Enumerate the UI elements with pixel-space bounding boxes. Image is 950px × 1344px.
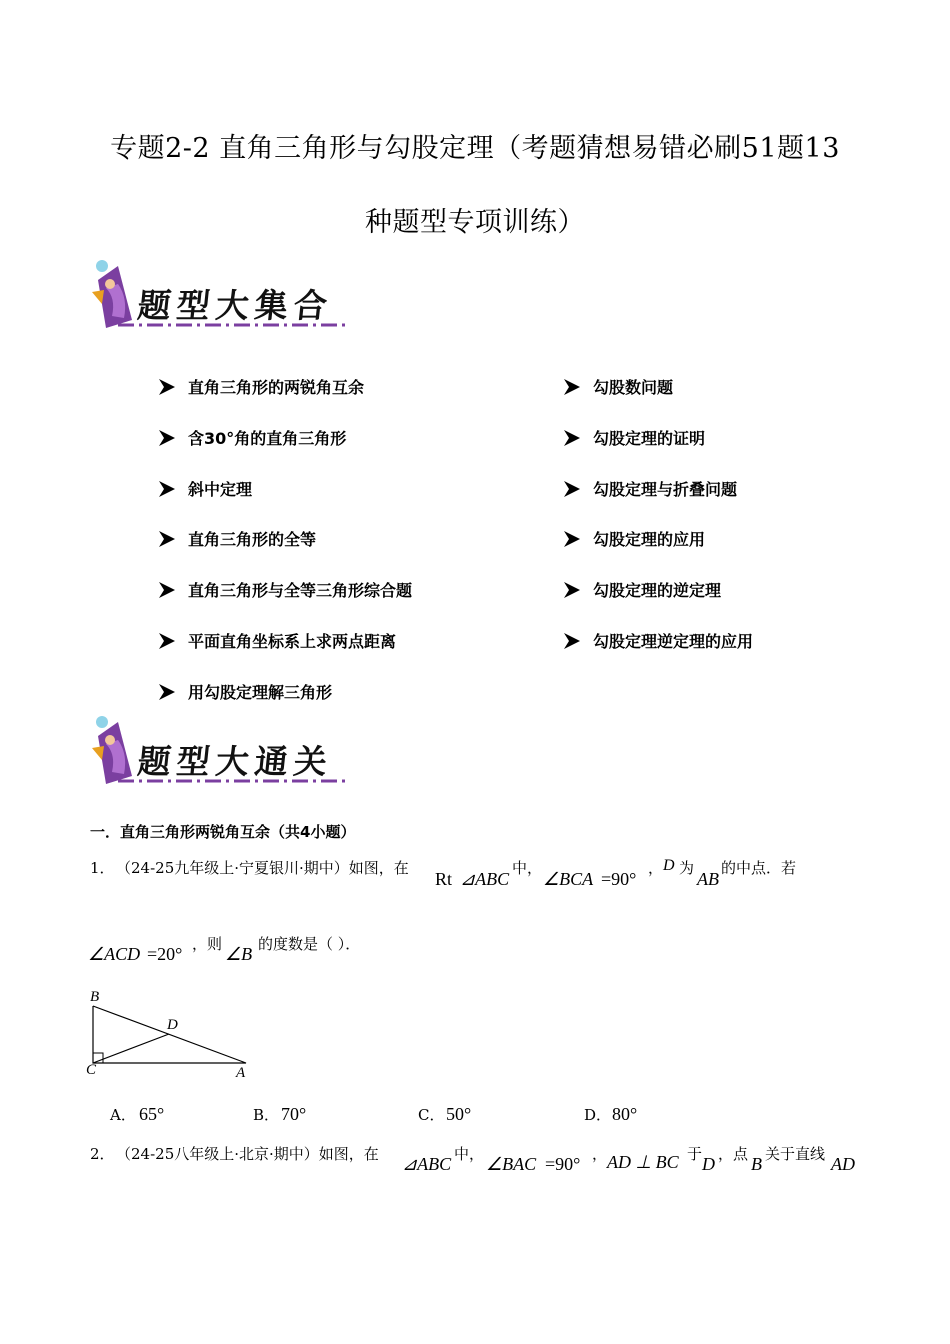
topic-right-3: 勾股定理与折叠问题 (562, 477, 737, 500)
q1-wei: 为 (679, 859, 695, 877)
q2-zhong: 中， (454, 1145, 485, 1163)
banner-collection-text: 题型大集合 (135, 286, 335, 325)
q1-option-a-value: 65° (139, 1104, 165, 1124)
q2-point-b: B (751, 1154, 762, 1174)
q2-point-d: D (702, 1154, 715, 1174)
q2-source: （24-25八年级上·北京·期中）如图，在 (116, 1145, 379, 1163)
arrow-bullet-icon (562, 631, 582, 651)
arrow-bullet-icon (562, 529, 582, 549)
q1-option-d-value: 80° (612, 1104, 638, 1124)
arrow-bullet-icon (157, 682, 177, 702)
q1-comma: ， (648, 859, 664, 877)
q1-source: （24-25九年级上·宁夏银川·期中）如图，在 (116, 859, 409, 877)
section-heading: 一．直角三角形两锐角互余（共4小题） (90, 823, 356, 841)
banner-underline (118, 778, 348, 784)
q1-option-d-label: D． (584, 1106, 612, 1124)
q2-number: 2． (90, 1145, 115, 1163)
arrow-bullet-icon (157, 529, 177, 549)
arrow-bullet-icon (562, 479, 582, 499)
q1-ze: ，则 (192, 935, 223, 953)
topic-left-3: 斜中定理 (157, 477, 252, 500)
topic-right-6: 勾股定理逆定理的应用 (562, 629, 753, 652)
topic-right-2: 勾股定理的证明 (562, 426, 705, 449)
q1-triangle-figure (84, 988, 254, 1084)
doc-title-line2: 种题型专项训练） (365, 207, 585, 238)
arrow-bullet-icon (157, 580, 177, 600)
q1-fig-label-a: A (236, 1065, 246, 1081)
arrow-bullet-icon (157, 479, 177, 499)
q1-eq-90: =90° (601, 869, 637, 889)
arrow-bullet-icon (562, 428, 582, 448)
banner-underline (118, 322, 348, 328)
q1-option-b-value: 70° (281, 1104, 307, 1124)
q2-comma: ， (592, 1145, 608, 1163)
arrow-bullet-icon (562, 580, 582, 600)
topic-left-6: 平面直角坐标系上求两点距离 (157, 629, 396, 652)
q2-triangle: ⊿ABC (402, 1154, 452, 1174)
q1-rt: Rt (435, 869, 453, 889)
topic-left-4: 直角三角形的全等 (157, 527, 316, 550)
q2-dian: ，点 (718, 1145, 749, 1163)
q1-point-d: D (663, 857, 675, 874)
topic-left-1: 直角三角形的两锐角互余 (157, 375, 364, 398)
doc-title-line1: 专题2-2 直角三角形与勾股定理（考题猜想易错必刷51题13 (110, 133, 840, 164)
q1-angle-bca: ∠BCA (543, 869, 594, 889)
arrow-bullet-icon (157, 428, 177, 448)
q1-fig-label-d: D (167, 1017, 178, 1033)
banner-pass-text: 题型大通关 (135, 742, 335, 781)
topic-right-5: 勾股定理的逆定理 (562, 578, 721, 601)
q1-option-a-label: A． (110, 1106, 136, 1124)
topic-right-4: 勾股定理的应用 (562, 527, 705, 550)
topic-left-7: 用勾股定理解三角形 (157, 680, 332, 703)
q1-ask: 的度数是（ ）． (258, 935, 361, 953)
q2-angle-bac: ∠BAC (486, 1154, 537, 1174)
q1-option-b-label: B． (253, 1106, 280, 1124)
topic-left-5: 直角三角形与全等三角形综合题 (157, 578, 412, 601)
q1-angle-b: ∠B (225, 944, 253, 964)
q2-guanyu: 关于直线 (765, 1145, 826, 1163)
q1-zhong: 中， (512, 859, 543, 877)
q1-option-c-label: C． (418, 1106, 445, 1124)
q1-fig-label-c: C (86, 1062, 97, 1078)
arrow-bullet-icon (562, 377, 582, 397)
q2-yu: 于 (687, 1145, 703, 1163)
q1-triangle: ⊿ABC (460, 869, 510, 889)
arrow-bullet-icon (157, 377, 177, 397)
topic-left-2: 含30°角的直角三角形 (157, 426, 346, 449)
q1-number: 1． (90, 859, 115, 877)
banner-pass (88, 714, 358, 794)
banner-collection (88, 258, 358, 338)
q2-eq-90: =90° (545, 1154, 581, 1174)
q2-perp: AD ⊥ BC (607, 1152, 679, 1172)
arrow-bullet-icon (157, 631, 177, 651)
q1-midpoint: 的中点．若 (721, 859, 797, 877)
q2-ad: AD (831, 1154, 855, 1174)
q1-angle-acd: ∠ACD (88, 944, 141, 964)
q1-fig-label-b: B (90, 989, 100, 1005)
q1-eq-20: =20° (147, 944, 183, 964)
q1-ab: AB (697, 869, 719, 889)
q1-option-c-value: 50° (446, 1104, 472, 1124)
topic-right-1: 勾股数问题 (562, 375, 673, 398)
